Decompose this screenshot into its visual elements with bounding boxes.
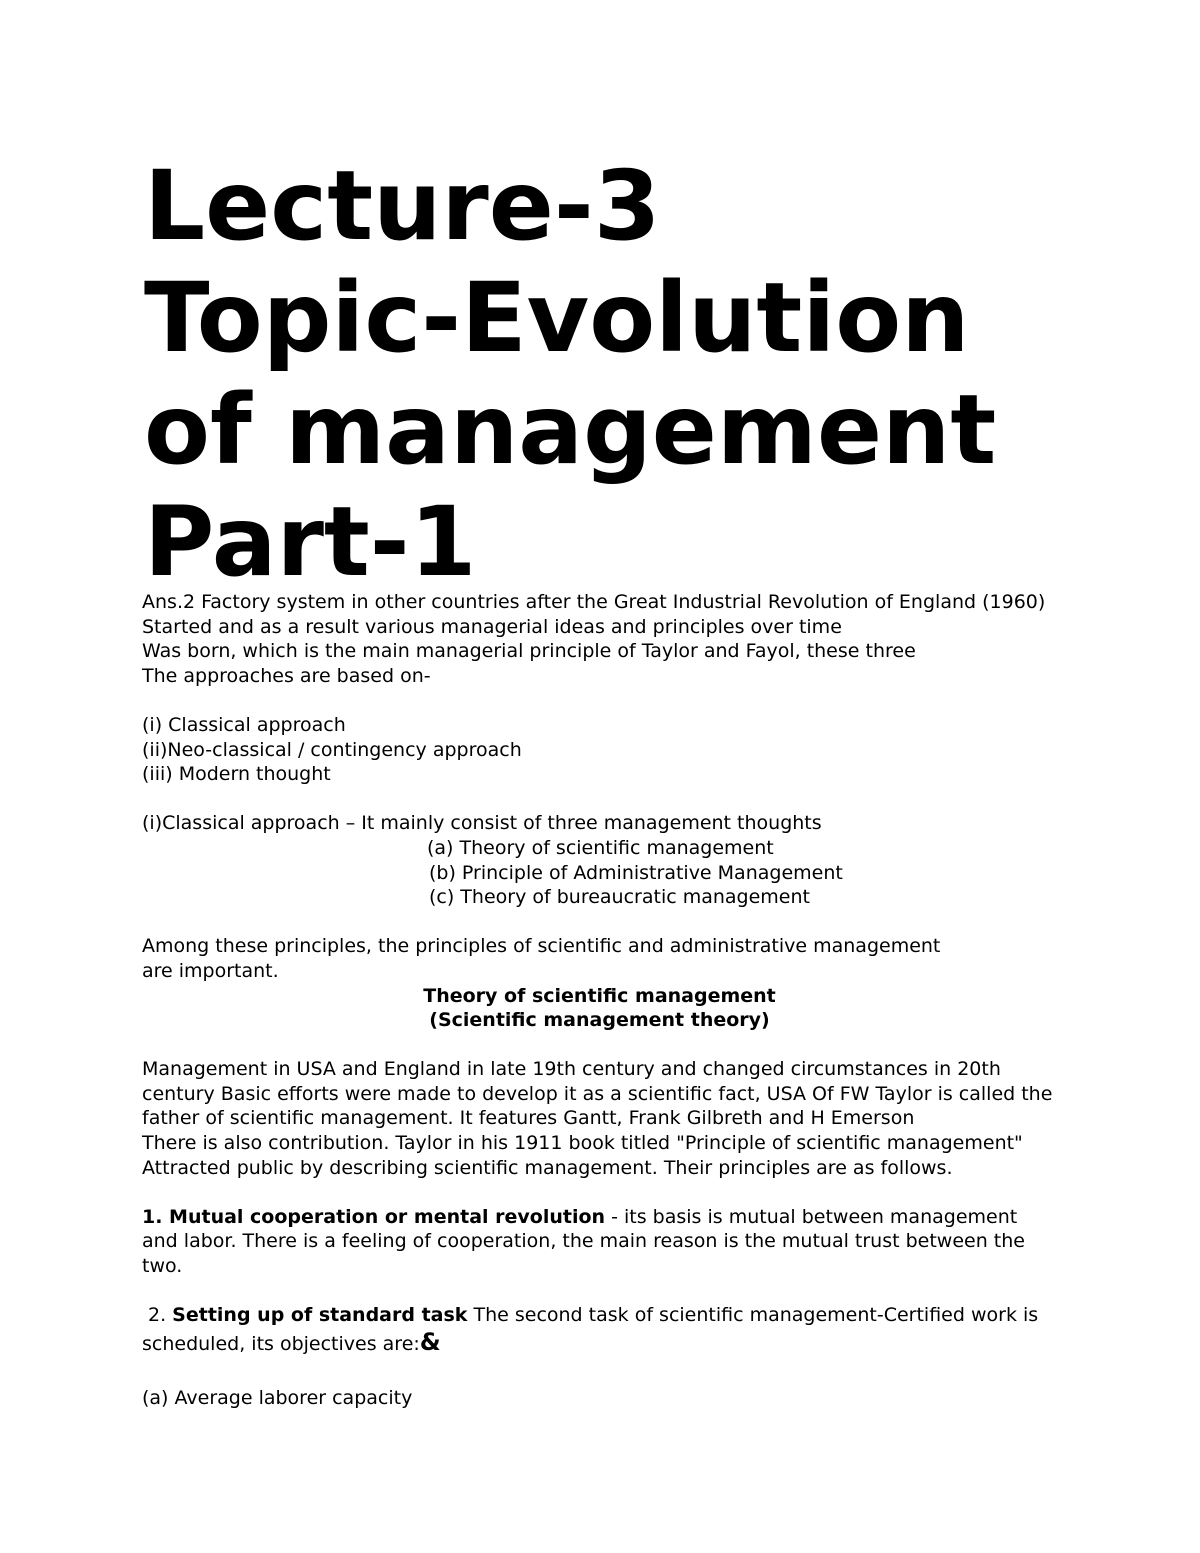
point-1-text: - its basis is mutual between management and labor. There is a feeling of cooperation, the main reason is the mutual trust between the two. bbox=[142, 1205, 1025, 1278]
classical-item: (b) Principle of Administrative Management bbox=[429, 861, 843, 884]
spacer bbox=[142, 1356, 1082, 1386]
management-line: Management in USA and England in late 19th century and changed circumstances in 20th bbox=[142, 1058, 1001, 1081]
point-1-paragraph bbox=[142, 1205, 1042, 1279]
point-2-text: The second task of scientific management-Certified work is bbox=[467, 1304, 1039, 1327]
spacer bbox=[142, 1033, 1082, 1058]
management-line: Attracted public by describing scientific management. Their principles are as follows. bbox=[142, 1156, 953, 1179]
intro-line: The approaches are based on- bbox=[142, 664, 431, 687]
spacer bbox=[142, 1279, 1082, 1304]
approach-item: (i) Classical approach bbox=[142, 713, 346, 736]
spacer bbox=[142, 688, 1082, 713]
intro-line: Started and as a result various managerial ideas and principles over time bbox=[142, 615, 842, 638]
section-subheading: (Scientific management theory) bbox=[429, 1009, 770, 1032]
management-line: father of scientific management. It features Gantt, Frank Gilbreth and H Emerson bbox=[142, 1107, 915, 1130]
objective-item: (a) Average laborer capacity bbox=[142, 1387, 413, 1410]
point-2-label: Setting up of standard task bbox=[172, 1304, 468, 1327]
approach-item: (iii) Modern thought bbox=[142, 763, 331, 786]
document-body bbox=[142, 590, 1082, 1411]
title-line: of management bbox=[144, 374, 997, 486]
classical-item: (c) Theory of bureaucratic management bbox=[429, 886, 810, 909]
point-2-line-2 bbox=[142, 1327, 1082, 1357]
document-page bbox=[142, 150, 1082, 1411]
title-line: Part-1 bbox=[144, 486, 477, 598]
document-title bbox=[144, 150, 1082, 598]
classical-item: (a) Theory of scientific management bbox=[427, 836, 774, 859]
intro-line: Was born, which is the main managerial principle of Taylor and Fayol, these three bbox=[142, 640, 916, 663]
approach-item: (ii)Neo-classical / contingency approach bbox=[142, 738, 522, 761]
point-2-number: 2. bbox=[148, 1304, 173, 1327]
intro-line: Ans.2 Factory system in other countries after the Great Industrial Revolution of England (1960) bbox=[142, 591, 1046, 613]
classical-intro: (i)Classical approach – It mainly consist of three management thoughts bbox=[142, 812, 822, 835]
spacer bbox=[142, 1180, 1082, 1205]
spacer bbox=[142, 787, 1082, 812]
ampersand: & bbox=[419, 1327, 441, 1356]
title-line: Lecture-3 bbox=[144, 150, 661, 262]
among-paragraph: Among these principles, the principles of scientific and administrative management are important. bbox=[142, 935, 941, 982]
point-1-label: 1. Mutual cooperation or mental revolution bbox=[142, 1205, 606, 1228]
section-heading: Theory of scientific management bbox=[423, 984, 776, 1007]
title-line: Topic-Evolution bbox=[144, 262, 970, 374]
management-line: There is also contribution. Taylor in his 1911 book titled "Principle of scientific management" bbox=[142, 1132, 1023, 1155]
point-2-objectives-text: scheduled, its objectives are: bbox=[142, 1332, 420, 1355]
spacer bbox=[142, 910, 1082, 935]
management-line: century Basic efforts were made to develop it as a scientific fact, USA Of FW Taylor is called the bbox=[142, 1082, 1053, 1105]
point-2-paragraph bbox=[142, 1303, 1082, 1328]
